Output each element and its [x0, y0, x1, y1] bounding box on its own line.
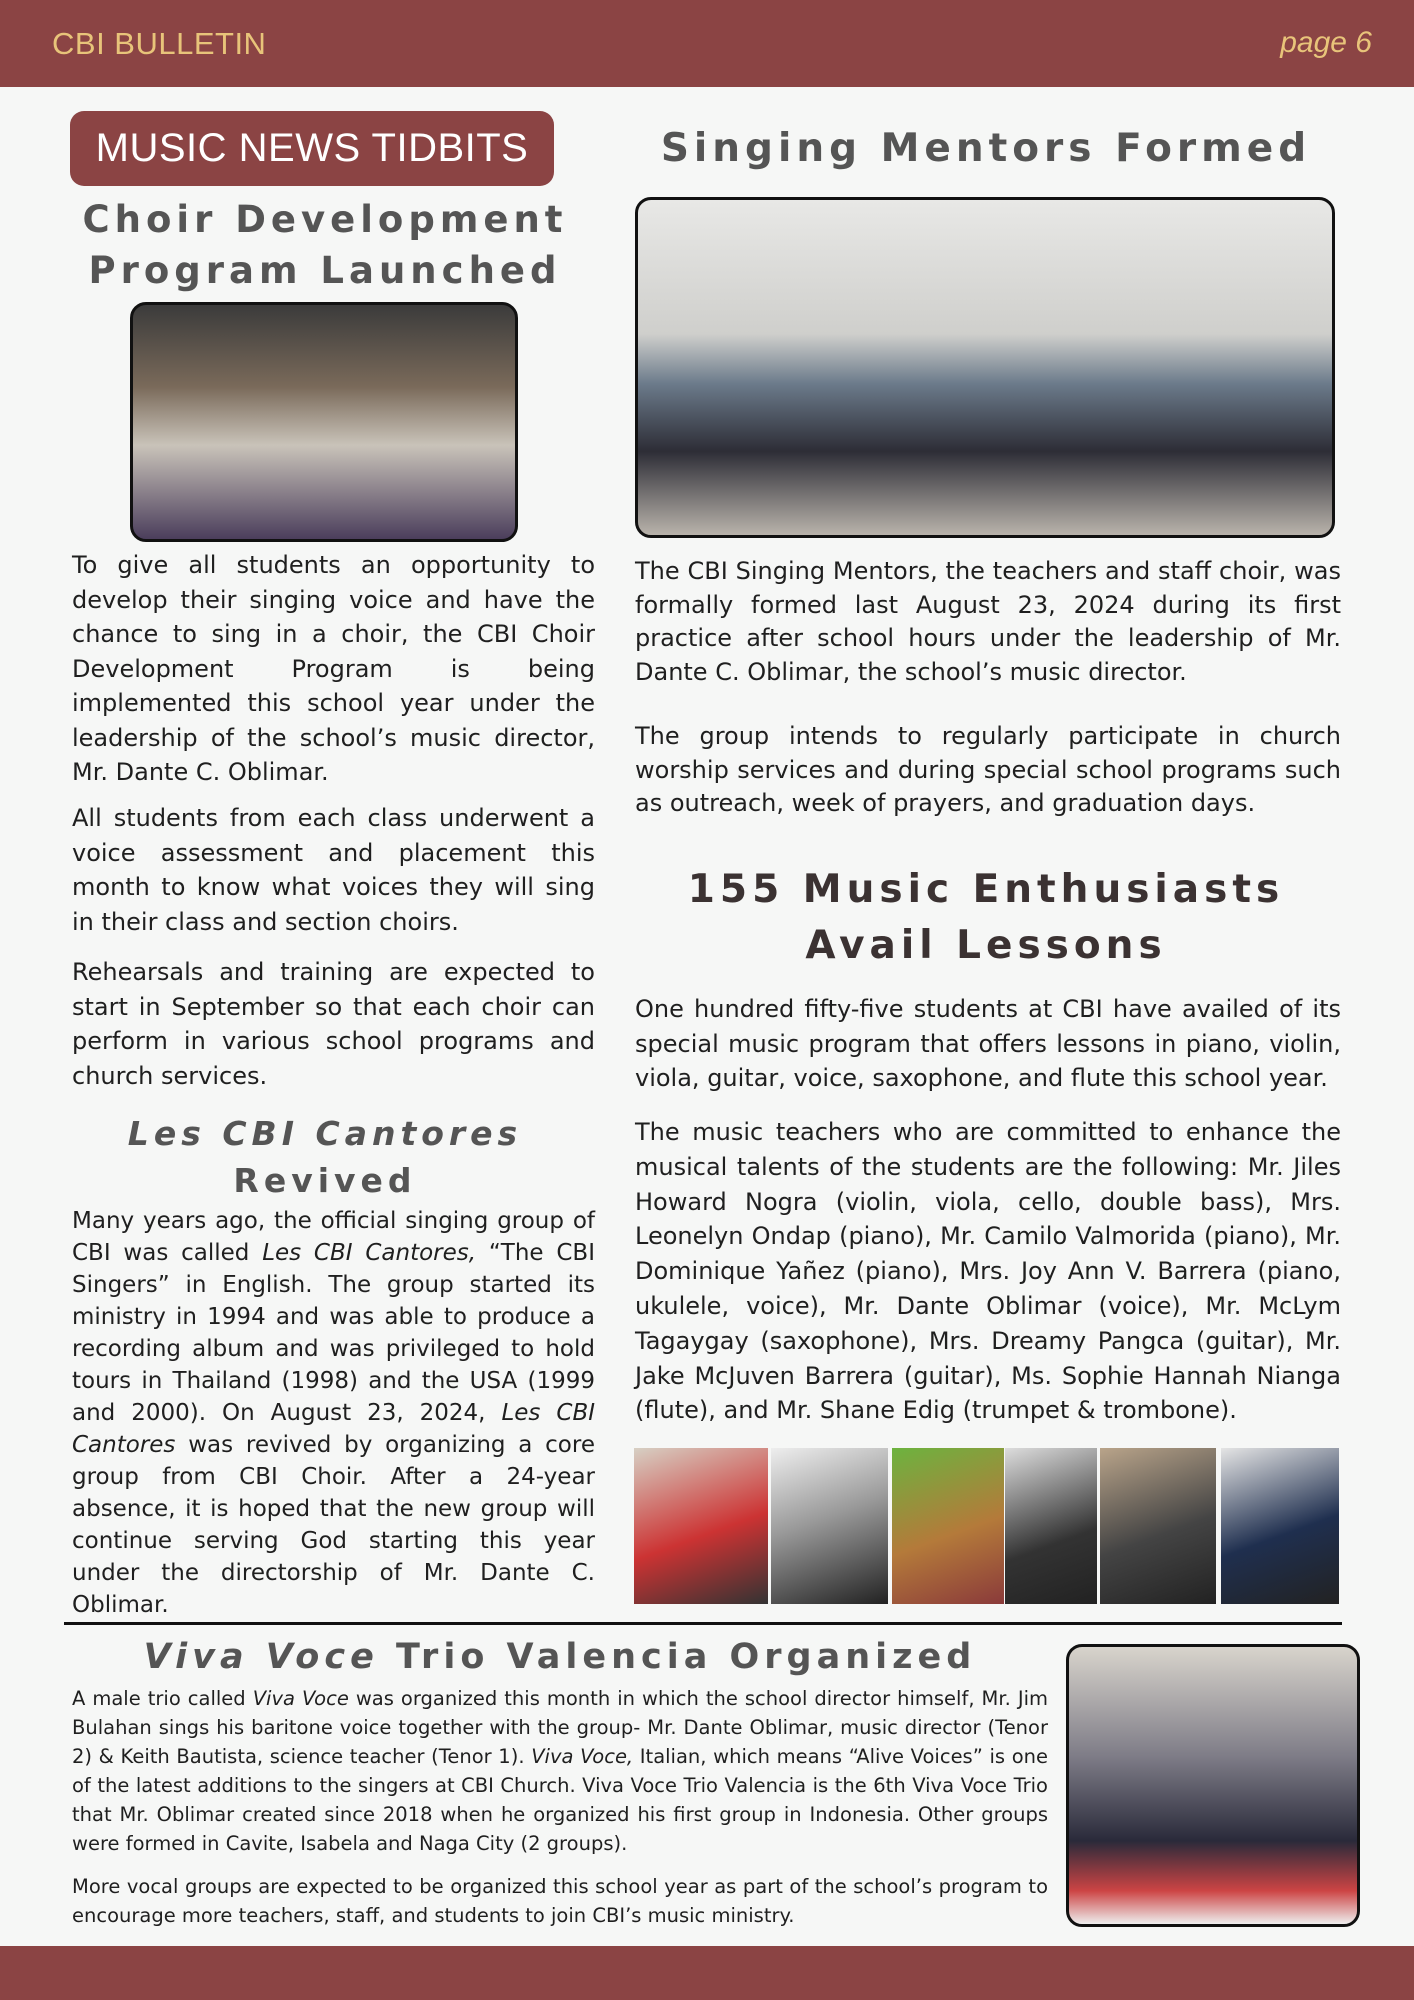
choir-paragraph-1: To give all students an opportunity to develop their singing voice and have the chance to sing in a choir, the CBI Choir Development Program is being implemented this school year under the leadership of the school’s music director, Mr. Dante C. Oblimar.	[72, 551, 595, 786]
vivavoce-headline: Viva Voce Trio Valencia Organized	[143, 1637, 977, 1677]
header-bar	[0, 0, 1414, 87]
lessons-paragraph-1: One hundred fifty-five students at CBI have availed of its special music program that offers lessons in piano, violin, viola, guitar, voice, saxophone, and flute this school year.	[635, 995, 1341, 1092]
lessons-paragraph-2: The music teachers who are committed to enhance the musical talents of the students are the following: Mr. Jiles Howard Nogra (violin, viola, cello, double bass), Mrs. Leonelyn Ondap (piano), Mr. Camilo Valmorida (piano), Mr. Dominique Yañez (piano), Mrs. Joy Ann V. Barrera (piano, ukulele, voice), Mr. Dante Oblimar (voice), Mr. McLym Tagaygay (saxophone), Mrs. Dreamy Pangca (guitar), Mr. Jake McJuven Barrera (guitar), Ms. Sophie Hannah Nianga (flute), and Mr. Shane Edig (trumpet & trombone).	[635, 1118, 1341, 1425]
choir-program-photo	[130, 302, 518, 542]
cantores-headline-rest: Revived	[233, 1161, 417, 1200]
mentors-headline: Singing Mentors Formed	[660, 126, 1312, 171]
lesson-photo-guitar-2	[1005, 1448, 1097, 1604]
viva-voce-trio-photo	[1066, 1644, 1360, 1927]
page-number: page 6	[1280, 26, 1372, 59]
vivavoce-paragraph-1: A male trio called Viva Voce was organized this month in which the school director himself, Mr. Jim Bulahan sings his baritone voice together with the group- Mr. Dante Oblimar, music director (Tenor 2) & Keith Bautista, science teacher (Tenor 1). Viva Voce, Italian, which means “Alive Voices” is one of the latest additions to the singers at CBI Church. Viva Voce Trio Valencia is the 6th Viva Voce Trio that Mr. Oblimar created since 2018 when he organized his first group in Indonesia. Other groups were formed in Cavite, Isabela and Naga City (2 groups).	[72, 1687, 1048, 1855]
section-badge: MUSIC NEWS TIDBITS	[70, 111, 554, 186]
mentors-paragraph-2: The group intends to regularly participate in church worship services and during special school programs such as outreach, week of prayers, and graduation days.	[635, 722, 1341, 817]
cantores-headline	[70, 1110, 580, 1204]
lesson-photo-guitar	[892, 1448, 1004, 1604]
cantores-headline-italic: Les CBI Cantores	[127, 1114, 523, 1153]
lesson-photo-violin	[634, 1448, 768, 1604]
lesson-photo-piano-3	[1221, 1448, 1339, 1604]
lessons-headline: 155 Music Enthusiasts Avail Lessons	[687, 867, 1285, 968]
mentors-paragraph-1: The CBI Singing Mentors, the teachers and staff choir, was formally formed last August 23, 2024 during its first practice after school hours under the leadership of Mr. Dante C. Oblimar, the school’s music director.	[635, 557, 1341, 686]
cantores-paragraph: Many years ago, the official singing group of CBI was called Les CBI Cantores, “The CBI Singers” in English. The group started its ministry in 1994 and was able to produce a recording album and was privileged to hold tours in Thailand (1998) and the USA (1999 and 2000). On August 23, 2024, Les CBI Cantores was revived by organizing a core group from CBI Choir. After a 24-year absence, it is hoped that the new group will continue serving God starting this year under the directorship of Mr. Dante C. Oblimar.	[72, 1208, 596, 1618]
lesson-photo-piano-2	[1100, 1448, 1216, 1604]
singing-mentors-photo	[635, 197, 1335, 538]
footer-bar	[0, 1946, 1414, 2000]
choir-paragraph-3: Rehearsals and training are expected to start in September so that each choir can perform in various school programs and church services.	[72, 958, 595, 1090]
vivavoce-paragraph-2: More vocal groups are expected to be organized this school year as part of the school’s program to encourage more teachers, staff, and students to join CBI’s music ministry.	[72, 1875, 1048, 1927]
section-divider	[64, 1622, 1342, 1625]
choir-headline: Choir Development Program Launched	[82, 198, 568, 292]
lesson-photo-piano	[771, 1448, 888, 1604]
bulletin-title: CBI BULLETIN	[52, 26, 267, 61]
choir-paragraph-2: All students from each class underwent a voice assessment and placement this month to know what voices they will sing in their class and section choirs.	[72, 804, 595, 936]
